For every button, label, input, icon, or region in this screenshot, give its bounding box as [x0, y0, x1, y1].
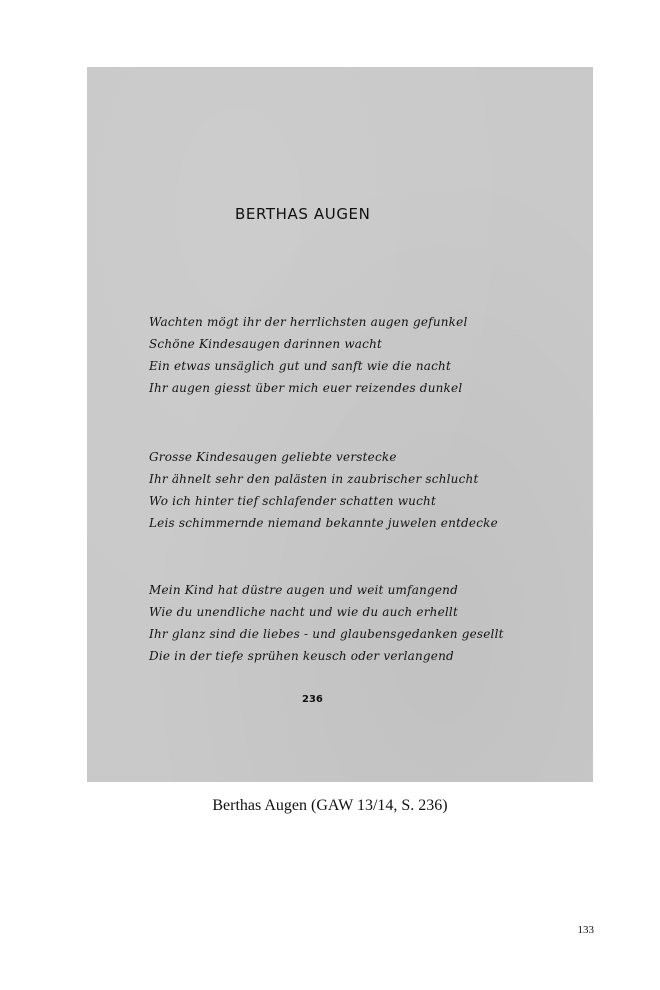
scan-page-number: 236 [302, 694, 323, 705]
figure-caption: Berthas Augen (GAW 13/14, S. 236) [212, 797, 448, 814]
stanza-2 [149, 446, 498, 534]
stanza-1 [149, 311, 468, 399]
verse-line: Ihr augen giesst über mich euer reizendes dunkel [149, 381, 463, 395]
verse-line: Ihr ähnelt sehr den palästen in zaubrischer schlucht [149, 472, 479, 486]
verse-line: Wie du unendliche nacht und wie du auch erhellt [149, 605, 458, 619]
verse-line: Leis schimmernde niemand bekannte juwelen entdecke [149, 516, 498, 530]
manuscript-scan [87, 67, 593, 782]
page-number: 133 [577, 924, 594, 936]
stanza-3 [149, 579, 504, 667]
verse-line: Grosse Kindesaugen geliebte verstecke [149, 450, 397, 464]
verse-line: Wo ich hinter tief schlafender schatten wucht [149, 494, 436, 508]
verse-line: Ihr glanz sind die liebes - und glaubensgedanken gesellt [149, 627, 504, 641]
poem-title: BERTHAS AUGEN [235, 205, 371, 223]
verse-line: Mein Kind hat düstre augen und weit umfangend [149, 583, 458, 597]
verse-line: Ein etwas unsäglich gut und sanft wie die nacht [149, 359, 451, 373]
verse-line: Die in der tiefe sprühen keusch oder verlangend [149, 649, 454, 663]
verse-line: Schöne Kindesaugen darinnen wacht [149, 337, 383, 351]
verse-line: Wachten mögt ihr der herrlichsten augen gefunkel [149, 315, 468, 329]
